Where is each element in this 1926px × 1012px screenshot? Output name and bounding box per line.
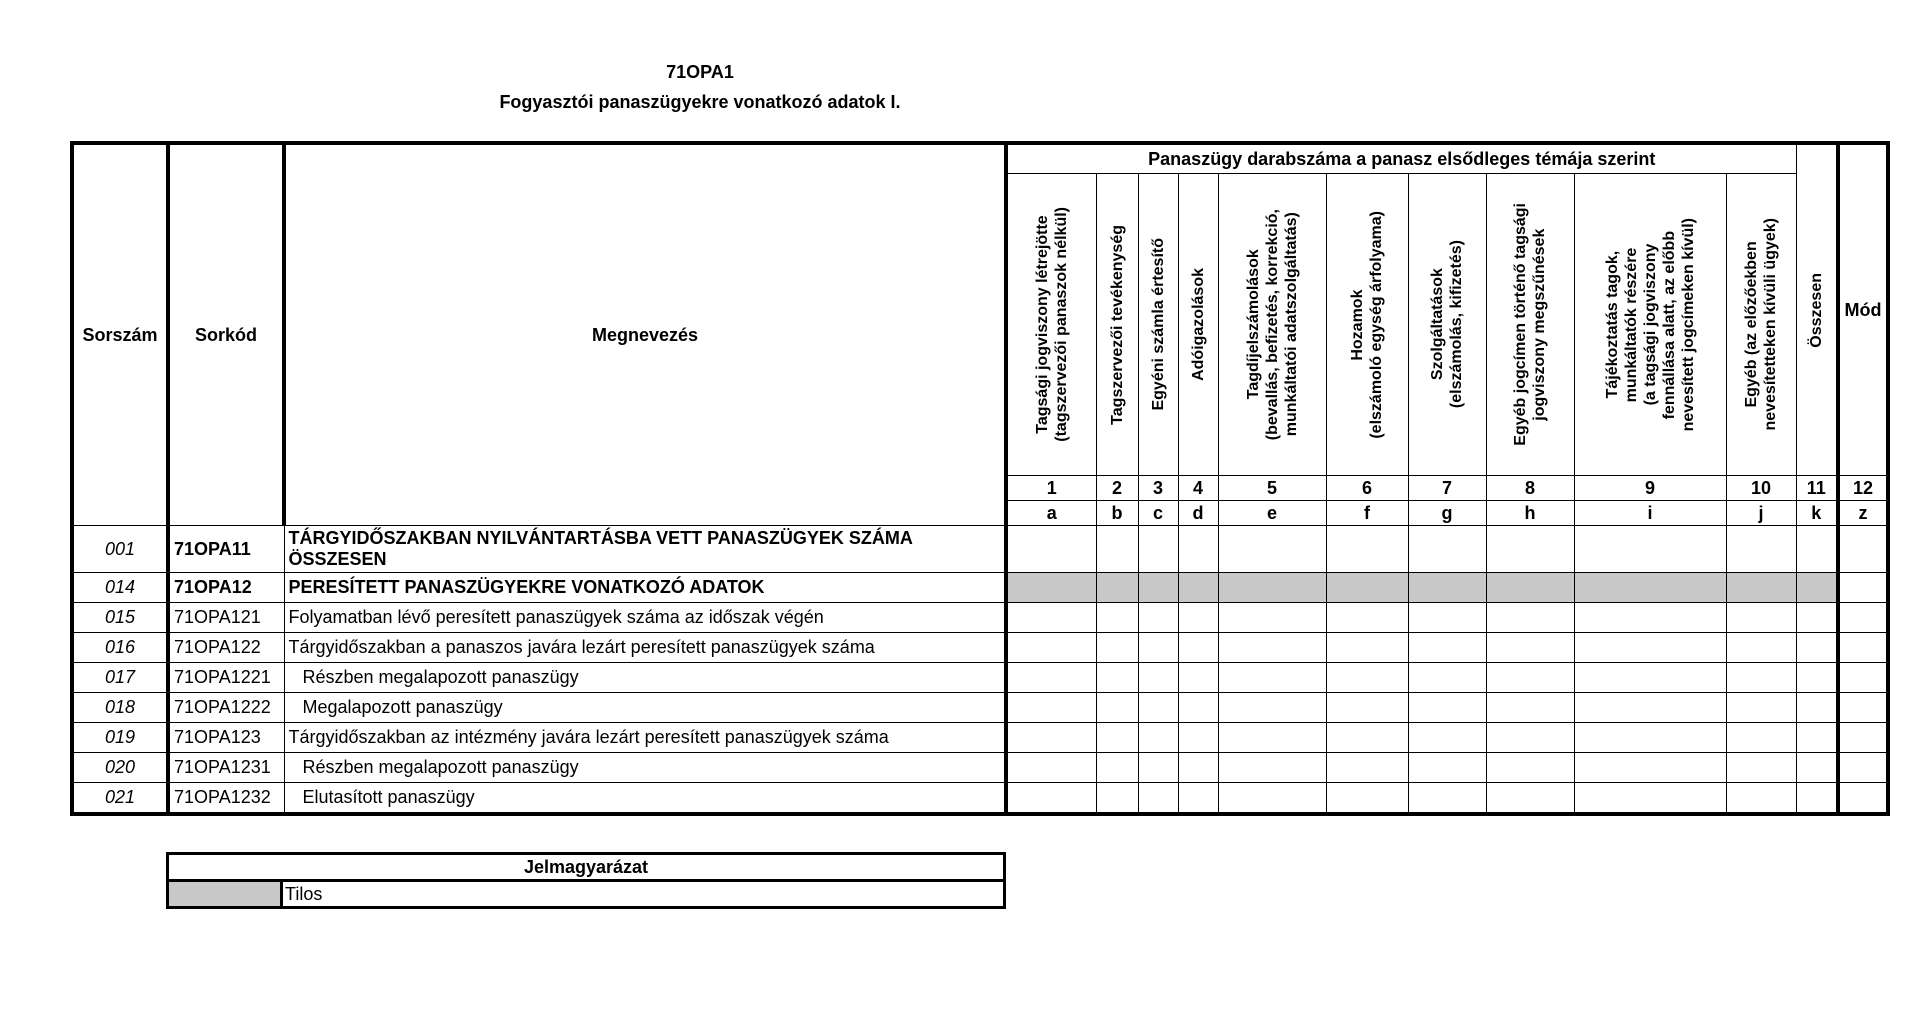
data-cell[interactable] bbox=[1218, 633, 1326, 663]
data-cell[interactable] bbox=[1796, 783, 1838, 815]
col-number: 4 bbox=[1178, 476, 1218, 501]
data-cell[interactable] bbox=[1408, 633, 1486, 663]
data-cell[interactable] bbox=[1178, 633, 1218, 663]
col-header-2: Tagszervezői tevékenység bbox=[1096, 174, 1138, 476]
data-cell[interactable] bbox=[1138, 783, 1178, 815]
data-cell[interactable] bbox=[1486, 663, 1574, 693]
row-sorkod: 71OPA122 bbox=[168, 633, 284, 663]
data-cell[interactable] bbox=[1178, 663, 1218, 693]
data-cell[interactable] bbox=[1326, 723, 1408, 753]
data-cell[interactable] bbox=[1796, 573, 1838, 603]
col-number: 6 bbox=[1326, 476, 1408, 501]
data-cell[interactable] bbox=[1138, 693, 1178, 723]
table-row bbox=[72, 693, 1888, 723]
data-cell[interactable] bbox=[1838, 603, 1888, 633]
table-row bbox=[72, 603, 1888, 633]
row-megnevezes: Tárgyidőszakban az intézmény javára lezárt peresített panaszügyek száma bbox=[284, 723, 1006, 753]
table-row bbox=[72, 663, 1888, 693]
data-cell[interactable] bbox=[1006, 753, 1096, 783]
col-header-8: Egyéb jogcímen történő tagsági jogviszony megszűnések bbox=[1486, 174, 1574, 476]
data-cell[interactable] bbox=[1218, 693, 1326, 723]
col-header-10: Egyéb (az előzőekben nevesítetteken kívüli ügyek) bbox=[1726, 174, 1796, 476]
data-cell[interactable] bbox=[1006, 603, 1096, 633]
data-cell[interactable] bbox=[1218, 753, 1326, 783]
col-header-9: Tájékoztatás tagok, munkáltatók részére (a tagsági jogviszony fennállása alatt, az előbb nevesített jogcímeken kívül) bbox=[1574, 174, 1726, 476]
form-code: 71OPA1 bbox=[666, 62, 734, 82]
data-cell[interactable] bbox=[1486, 603, 1574, 633]
row-sorszam: 014 bbox=[72, 573, 168, 603]
data-cell[interactable] bbox=[1178, 526, 1218, 573]
data-cell[interactable] bbox=[1178, 783, 1218, 815]
header-sorkod: Sorkód bbox=[168, 143, 284, 526]
data-cell[interactable] bbox=[1326, 693, 1408, 723]
data-cell[interactable] bbox=[1574, 753, 1726, 783]
data-cell[interactable] bbox=[1138, 526, 1178, 573]
data-cell[interactable] bbox=[1486, 693, 1574, 723]
data-cell[interactable] bbox=[1326, 633, 1408, 663]
data-cell[interactable] bbox=[1838, 573, 1888, 603]
data-cell[interactable] bbox=[1096, 663, 1138, 693]
row-sorkod: 71OPA1221 bbox=[168, 663, 284, 693]
col-letter: z bbox=[1838, 501, 1888, 526]
row-megnevezes: TÁRGYIDŐSZAKBAN NYILVÁNTARTÁSBA VETT PANASZÜGYEK SZÁMA ÖSSZESEN bbox=[284, 526, 1006, 573]
data-cell[interactable] bbox=[1408, 573, 1486, 603]
data-cell[interactable] bbox=[1178, 753, 1218, 783]
col-number: 8 bbox=[1486, 476, 1574, 501]
row-sorszam: 020 bbox=[72, 753, 168, 783]
data-cell[interactable] bbox=[1326, 753, 1408, 783]
data-cell[interactable] bbox=[1796, 753, 1838, 783]
row-sorkod: 71OPA12 bbox=[168, 573, 284, 603]
row-sorkod: 71OPA1222 bbox=[168, 693, 284, 723]
data-cell[interactable] bbox=[1838, 693, 1888, 723]
data-cell[interactable] bbox=[1726, 783, 1796, 815]
data-cell[interactable] bbox=[1096, 693, 1138, 723]
data-cell[interactable] bbox=[1218, 526, 1326, 573]
data-cell[interactable] bbox=[1408, 753, 1486, 783]
row-megnevezes: Elutasított panaszügy bbox=[284, 783, 1006, 815]
table-row bbox=[72, 723, 1888, 753]
data-cell[interactable] bbox=[1408, 603, 1486, 633]
data-cell[interactable] bbox=[1574, 573, 1726, 603]
header-group: Panaszügy darabszáma a panasz elsődleges témája szerint bbox=[1006, 143, 1796, 174]
data-cell[interactable] bbox=[1574, 603, 1726, 633]
table-row bbox=[72, 753, 1888, 783]
col-letter: a bbox=[1006, 501, 1096, 526]
col-header-3: Egyéni számla értesítő bbox=[1138, 174, 1178, 476]
data-cell[interactable] bbox=[1178, 723, 1218, 753]
form-title: Fogyasztói panaszügyekre vonatkozó adatok I. bbox=[499, 92, 901, 112]
row-megnevezes: Tárgyidőszakban a panaszos javára lezárt peresített panaszügyek száma bbox=[284, 633, 1006, 663]
data-cell[interactable] bbox=[1218, 573, 1326, 603]
data-cell[interactable] bbox=[1096, 723, 1138, 753]
data-cell[interactable] bbox=[1726, 753, 1796, 783]
col-letter: j bbox=[1726, 501, 1796, 526]
data-cell[interactable] bbox=[1326, 573, 1408, 603]
data-cell[interactable] bbox=[1486, 526, 1574, 573]
col-header-5: Tagdíjelszámolások (bevallás, befizetés, korrekció, munkáltatói adatszolgáltatás) bbox=[1218, 174, 1326, 476]
col-number: 5 bbox=[1218, 476, 1326, 501]
data-cell[interactable] bbox=[1838, 723, 1888, 753]
data-cell[interactable] bbox=[1726, 633, 1796, 663]
col-letter: g bbox=[1408, 501, 1486, 526]
col-number: 10 bbox=[1726, 476, 1796, 501]
data-cell[interactable] bbox=[1138, 573, 1178, 603]
panasz-table bbox=[70, 141, 1890, 816]
legend-table bbox=[166, 852, 1006, 909]
data-cell[interactable] bbox=[1408, 693, 1486, 723]
data-cell[interactable] bbox=[1838, 753, 1888, 783]
data-cell[interactable] bbox=[1138, 603, 1178, 633]
row-sorkod: 71OPA123 bbox=[168, 723, 284, 753]
data-cell[interactable] bbox=[1326, 603, 1408, 633]
row-sorszam: 021 bbox=[72, 783, 168, 815]
data-cell[interactable] bbox=[1838, 663, 1888, 693]
header-sorszam: Sorszám bbox=[72, 143, 168, 526]
data-cell[interactable] bbox=[1726, 693, 1796, 723]
data-cell[interactable] bbox=[1486, 573, 1574, 603]
col-letter: b bbox=[1096, 501, 1138, 526]
data-cell[interactable] bbox=[1838, 526, 1888, 573]
data-cell[interactable] bbox=[1178, 693, 1218, 723]
row-sorszam: 018 bbox=[72, 693, 168, 723]
data-cell[interactable] bbox=[1838, 783, 1888, 815]
row-sorszam: 016 bbox=[72, 633, 168, 663]
data-cell[interactable] bbox=[1326, 783, 1408, 815]
col-number: 3 bbox=[1138, 476, 1178, 501]
row-sorszam: 015 bbox=[72, 603, 168, 633]
data-cell[interactable] bbox=[1726, 663, 1796, 693]
col-number: 9 bbox=[1574, 476, 1726, 501]
data-cell[interactable] bbox=[1218, 723, 1326, 753]
data-cell[interactable] bbox=[1408, 783, 1486, 815]
col-header-1: Tagsági jogviszony létrejötte (tagszervezői panaszok nélkül) bbox=[1006, 174, 1096, 476]
col-letter: e bbox=[1218, 501, 1326, 526]
data-cell[interactable] bbox=[1726, 603, 1796, 633]
header-osszesen: Összesen bbox=[1796, 143, 1838, 476]
row-sorszam: 019 bbox=[72, 723, 168, 753]
data-cell[interactable] bbox=[1486, 633, 1574, 663]
col-number: 7 bbox=[1408, 476, 1486, 501]
data-cell[interactable] bbox=[1326, 663, 1408, 693]
table-row bbox=[72, 783, 1888, 815]
data-cell[interactable] bbox=[1006, 783, 1096, 815]
data-cell[interactable] bbox=[1574, 663, 1726, 693]
col-letter: k bbox=[1796, 501, 1838, 526]
data-cell[interactable] bbox=[1096, 783, 1138, 815]
data-cell[interactable] bbox=[1096, 526, 1138, 573]
row-megnevezes: Részben megalapozott panaszügy bbox=[284, 663, 1006, 693]
data-cell[interactable] bbox=[1138, 723, 1178, 753]
col-number: 1 bbox=[1006, 476, 1096, 501]
data-cell[interactable] bbox=[1796, 603, 1838, 633]
data-cell[interactable] bbox=[1006, 573, 1096, 603]
col-number: 2 bbox=[1096, 476, 1138, 501]
table-row bbox=[72, 526, 1888, 573]
data-cell[interactable] bbox=[1838, 633, 1888, 663]
data-cell[interactable] bbox=[1006, 723, 1096, 753]
row-sorkod: 71OPA1232 bbox=[168, 783, 284, 815]
data-cell[interactable] bbox=[1486, 783, 1574, 815]
data-cell[interactable] bbox=[1796, 693, 1838, 723]
data-cell[interactable] bbox=[1486, 753, 1574, 783]
data-cell[interactable] bbox=[1096, 603, 1138, 633]
legend-title: Jelmagyarázat bbox=[168, 854, 1005, 881]
legend-gray-swatch bbox=[168, 881, 282, 908]
data-cell[interactable] bbox=[1096, 753, 1138, 783]
data-cell[interactable] bbox=[1408, 526, 1486, 573]
data-cell[interactable] bbox=[1796, 633, 1838, 663]
data-cell[interactable] bbox=[1574, 526, 1726, 573]
data-cell[interactable] bbox=[1096, 573, 1138, 603]
data-cell[interactable] bbox=[1006, 633, 1096, 663]
data-cell[interactable] bbox=[1006, 526, 1096, 573]
col-letter: d bbox=[1178, 501, 1218, 526]
data-cell[interactable] bbox=[1408, 723, 1486, 753]
row-sorkod: 71OPA11 bbox=[168, 526, 284, 573]
table-body bbox=[72, 526, 1888, 815]
data-cell[interactable] bbox=[1574, 693, 1726, 723]
header-mod: Mód bbox=[1838, 143, 1888, 476]
data-cell[interactable] bbox=[1096, 633, 1138, 663]
data-cell[interactable] bbox=[1006, 693, 1096, 723]
data-cell[interactable] bbox=[1138, 633, 1178, 663]
data-cell[interactable] bbox=[1006, 663, 1096, 693]
data-cell[interactable] bbox=[1574, 633, 1726, 663]
col-letter: f bbox=[1326, 501, 1408, 526]
data-cell[interactable] bbox=[1218, 663, 1326, 693]
header-megnevezes: Megnevezés bbox=[284, 143, 1006, 526]
col-number: 11 bbox=[1796, 476, 1838, 501]
table-row bbox=[72, 633, 1888, 663]
legend-tilos-label: Tilos bbox=[282, 881, 1005, 908]
col-letter: c bbox=[1138, 501, 1178, 526]
col-header-6: Hozamok (elszámoló egység árfolyama) bbox=[1326, 174, 1408, 476]
row-sorszam: 017 bbox=[72, 663, 168, 693]
row-megnevezes: Részben megalapozott panaszügy bbox=[284, 753, 1006, 783]
data-cell[interactable] bbox=[1326, 526, 1408, 573]
data-cell[interactable] bbox=[1486, 723, 1574, 753]
data-cell[interactable] bbox=[1178, 603, 1218, 633]
data-cell[interactable] bbox=[1796, 663, 1838, 693]
data-cell[interactable] bbox=[1218, 783, 1326, 815]
data-cell[interactable] bbox=[1138, 753, 1178, 783]
data-cell[interactable] bbox=[1218, 603, 1326, 633]
data-cell[interactable] bbox=[1726, 723, 1796, 753]
data-cell[interactable] bbox=[1138, 663, 1178, 693]
col-header-7: Szolgáltatások (elszámolás, kifizetés) bbox=[1408, 174, 1486, 476]
data-cell[interactable] bbox=[1796, 723, 1838, 753]
data-cell[interactable] bbox=[1178, 573, 1218, 603]
col-number: 12 bbox=[1838, 476, 1888, 501]
row-sorkod: 71OPA1231 bbox=[168, 753, 284, 783]
data-cell[interactable] bbox=[1726, 573, 1796, 603]
data-cell[interactable] bbox=[1726, 526, 1796, 573]
row-megnevezes: PERESÍTETT PANASZÜGYEKRE VONATKOZÓ ADATOK bbox=[284, 573, 1006, 603]
data-cell[interactable] bbox=[1574, 783, 1726, 815]
col-letter: i bbox=[1574, 501, 1726, 526]
data-cell[interactable] bbox=[1574, 723, 1726, 753]
row-megnevezes: Megalapozott panaszügy bbox=[284, 693, 1006, 723]
data-cell[interactable] bbox=[1796, 526, 1838, 573]
data-cell[interactable] bbox=[1408, 663, 1486, 693]
table-row bbox=[72, 573, 1888, 603]
row-sorszam: 001 bbox=[72, 526, 168, 573]
col-letter: h bbox=[1486, 501, 1574, 526]
col-header-4: Adóigazolások bbox=[1178, 174, 1218, 476]
row-sorkod: 71OPA121 bbox=[168, 603, 284, 633]
row-megnevezes: Folyamatban lévő peresített panaszügyek száma az időszak végén bbox=[284, 603, 1006, 633]
